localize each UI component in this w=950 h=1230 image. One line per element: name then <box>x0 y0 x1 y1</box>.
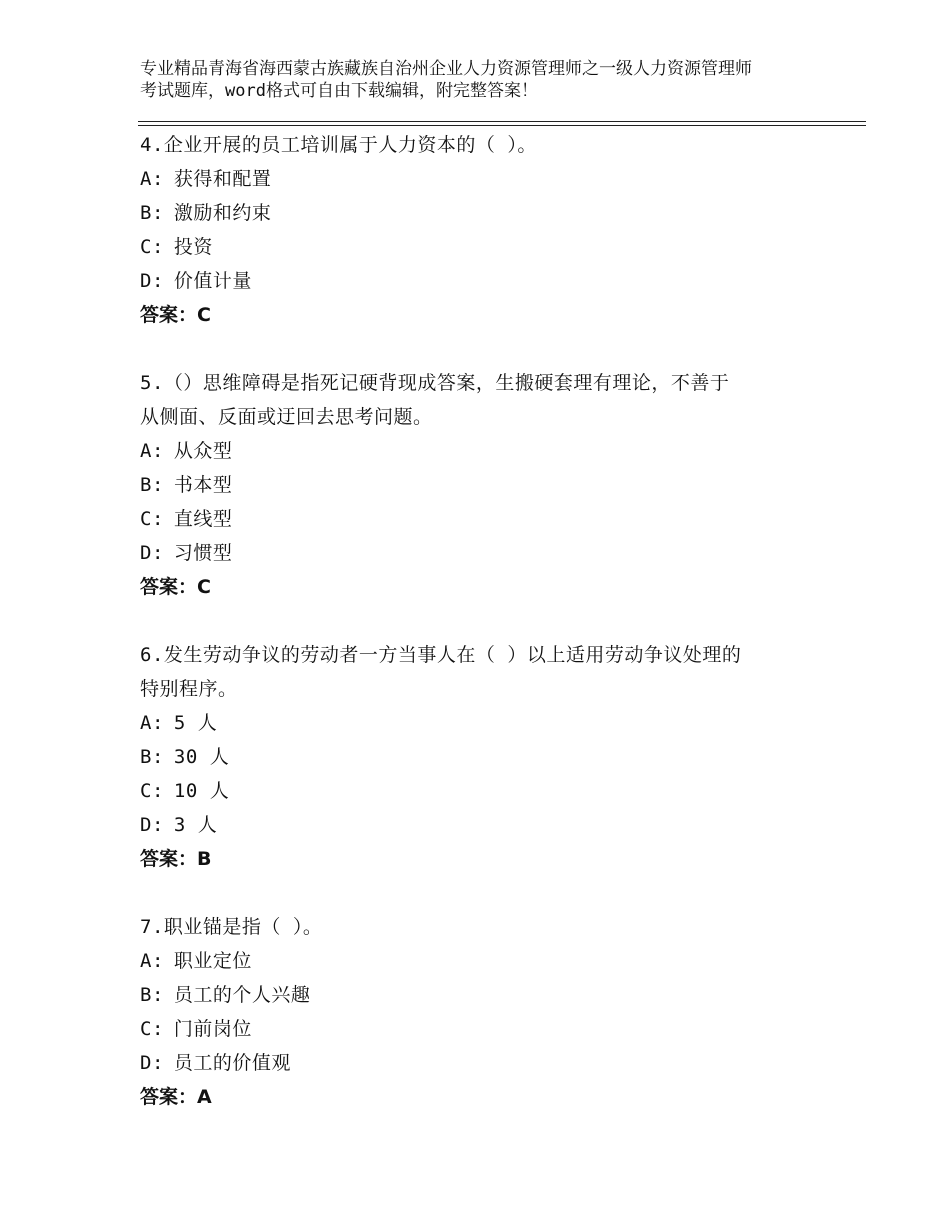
question-stem-line-2: 特别程序。 <box>140 678 238 700</box>
option-d <box>140 536 820 570</box>
option-letter: C: <box>140 1018 164 1040</box>
option-letter: A: <box>140 168 164 190</box>
question-6 <box>140 638 820 876</box>
option-text: 获得和配置 <box>173 168 272 190</box>
option-text: 激励和约束 <box>173 202 272 224</box>
option-letter: B: <box>140 984 164 1006</box>
option-letter: C: <box>140 508 164 530</box>
question-stem-line-1: 5.（）思维障碍是指死记硬背现成答案，生搬硬套理有理论，不善于 <box>140 372 730 394</box>
question-stem: 4.企业开展的员工培训属于人力资本的（ ）。 <box>140 134 537 156</box>
question-5 <box>140 366 820 604</box>
question-spacer <box>140 876 820 910</box>
option-text: 价值计量 <box>173 270 252 292</box>
option-letter: B: <box>140 474 164 496</box>
option-d <box>140 1046 820 1080</box>
question-spacer <box>140 332 820 366</box>
question-4 <box>140 128 820 332</box>
option-c <box>140 502 820 536</box>
option-c <box>140 1012 820 1046</box>
document-header <box>140 58 860 102</box>
option-letter: A: <box>140 712 164 734</box>
option-a <box>140 162 820 196</box>
option-letter: A: <box>140 440 164 462</box>
option-text: 直线型 <box>173 508 233 530</box>
option-letter: A: <box>140 950 164 972</box>
option-a <box>140 944 820 978</box>
question-stem-line-2: 从侧面、反面或迂回去思考问题。 <box>140 406 433 428</box>
option-letter: C: <box>140 236 164 258</box>
question-spacer <box>140 604 820 638</box>
option-letter: D: <box>140 542 164 564</box>
option-text: 员工的个人兴趣 <box>173 984 311 1006</box>
option-c <box>140 774 820 808</box>
option-a <box>140 706 820 740</box>
option-letter: C: <box>140 780 164 802</box>
option-a <box>140 434 820 468</box>
option-text: 书本型 <box>173 474 233 496</box>
option-text: 投资 <box>173 236 213 258</box>
answer-line: 答案：A <box>140 1086 212 1108</box>
option-text: 习惯型 <box>173 542 233 564</box>
option-b <box>140 196 820 230</box>
question-list <box>140 128 820 1114</box>
question-7 <box>140 910 820 1114</box>
header-line-1: 专业精品青海省海西蒙古族藏族自治州企业人力资源管理师之一级人力资源管理师 <box>140 59 752 79</box>
option-letter: B: <box>140 202 164 224</box>
question-stem-line-1: 6.发生劳动争议的劳动者一方当事人在（ ）以上适用劳动争议处理的 <box>140 644 742 666</box>
option-text: 从众型 <box>173 440 233 462</box>
answer-line: 答案：C <box>140 576 211 598</box>
header-rule-top <box>138 121 866 122</box>
option-text: 5 人 <box>173 712 218 734</box>
option-b <box>140 978 820 1012</box>
option-text: 10 人 <box>173 780 230 802</box>
option-d <box>140 808 820 842</box>
option-letter: B: <box>140 746 164 768</box>
option-letter: D: <box>140 814 164 836</box>
option-c <box>140 230 820 264</box>
option-letter: D: <box>140 1052 164 1074</box>
question-stem: 7.职业锚是指（ ）。 <box>140 916 323 938</box>
answer-line: 答案：C <box>140 304 211 326</box>
option-d <box>140 264 820 298</box>
option-text: 门前岗位 <box>173 1018 252 1040</box>
header-rule-bottom <box>138 125 866 126</box>
answer-line: 答案：B <box>140 848 212 870</box>
option-b <box>140 468 820 502</box>
option-text: 3 人 <box>173 814 218 836</box>
header-line-2: 考试题库，word格式可自由下载编辑，附完整答案！ <box>140 81 538 101</box>
option-text: 30 人 <box>173 746 230 768</box>
option-text: 职业定位 <box>173 950 252 972</box>
option-b <box>140 740 820 774</box>
option-letter: D: <box>140 270 164 292</box>
option-text: 员工的价值观 <box>173 1052 291 1074</box>
